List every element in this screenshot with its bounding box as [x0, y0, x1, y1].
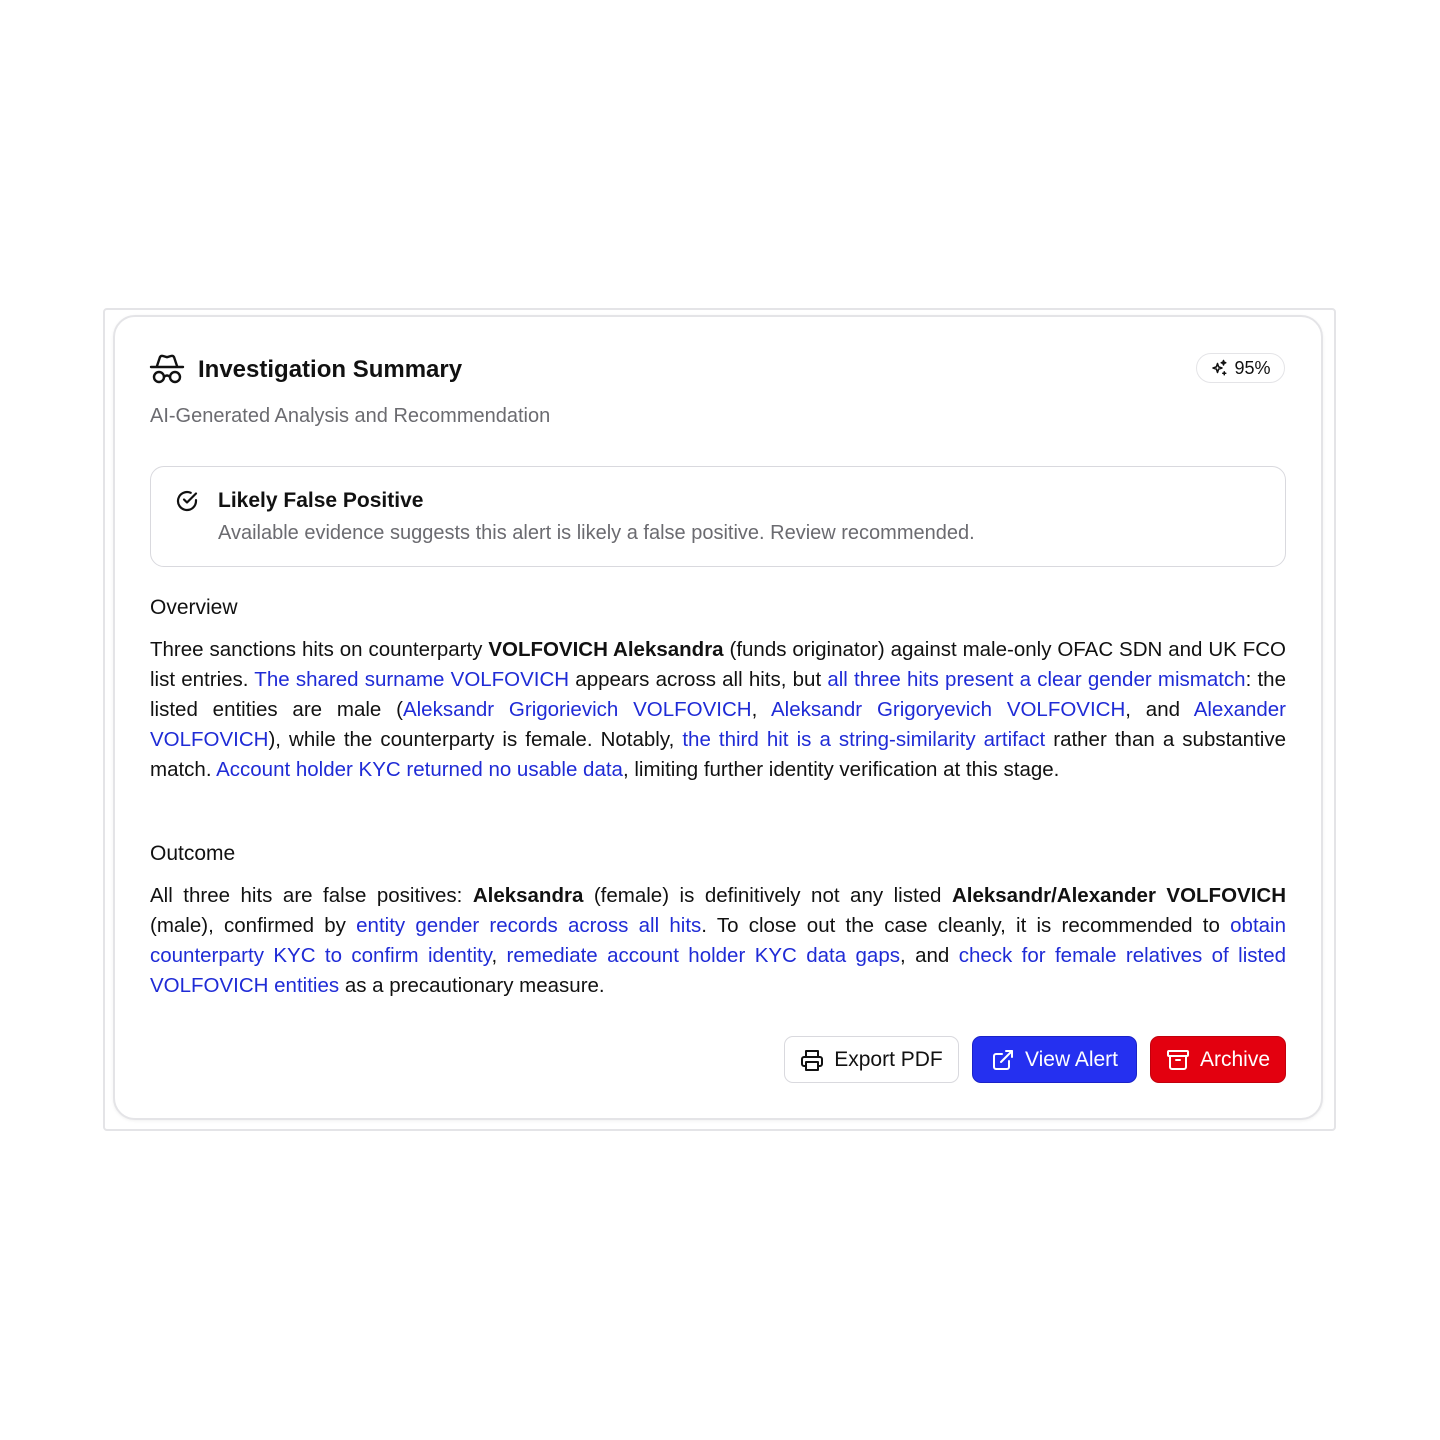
- inline-evidence-link[interactable]: the third hit is a string-similarity artifact: [682, 728, 1046, 751]
- paragraph-text: , and: [900, 944, 959, 967]
- export-pdf-button[interactable]: [784, 1036, 959, 1083]
- outcome-paragraph: [150, 881, 1286, 1001]
- export-pdf-label: Export PDF: [834, 1047, 943, 1071]
- paragraph-text: Three sanctions hits on counterparty: [150, 638, 489, 661]
- bold-entity-name: VOLFOVICH Aleksandra: [488, 638, 724, 661]
- view-alert-label: View Alert: [1025, 1047, 1118, 1071]
- paragraph-text: , limiting further identity verification at this stage.: [622, 758, 1060, 781]
- inline-evidence-link[interactable]: check for female relatives of listed VOLFOVICH entities: [150, 944, 1286, 997]
- bold-entity-name: Aleksandra: [472, 884, 584, 907]
- page-subtitle: AI-Generated Analysis and Recommendation: [150, 405, 551, 427]
- paragraph-text: ), while the counterparty is female. Notably,: [268, 728, 683, 751]
- check-circle-icon: [175, 489, 199, 513]
- inline-evidence-link[interactable]: obtain counterparty KYC to confirm identity: [150, 914, 1286, 967]
- page-title: Investigation Summary: [198, 356, 463, 383]
- printer-icon: [800, 1048, 824, 1072]
- inline-evidence-link[interactable]: Aleksandr Grigorievich VOLFOVICH: [402, 698, 752, 721]
- overview-paragraph: [150, 635, 1286, 785]
- inline-evidence-link[interactable]: entity gender records across all hits: [356, 914, 702, 937]
- paragraph-text: All three hits are false positives:: [150, 884, 473, 907]
- confidence-value: 95%: [1234, 357, 1271, 378]
- confidence-badge: [1196, 353, 1285, 383]
- paragraph-text: , and: [1125, 698, 1194, 721]
- verdict-box: [150, 466, 1286, 567]
- external-link-icon: [991, 1048, 1015, 1072]
- verdict-description: Available evidence suggests this alert is likely a false positive. Review recommended.: [218, 522, 975, 544]
- paragraph-text: . To close out the case cleanly, it is recommended to: [701, 914, 1231, 937]
- inline-evidence-link[interactable]: Aleksandr Grigoryevich VOLFOVICH: [770, 698, 1126, 721]
- view-alert-button[interactable]: [972, 1036, 1137, 1083]
- bold-entity-name: Aleksandr/Alexander VOLFOVICH: [951, 884, 1287, 907]
- sparkles-icon: [1210, 359, 1228, 377]
- inline-evidence-link[interactable]: Alexander VOLFOVICH: [150, 698, 1287, 751]
- archive-button[interactable]: [1150, 1036, 1286, 1083]
- paragraph-text: rather than a substantive match.: [150, 728, 1286, 781]
- paragraph-text: appears across all hits, but: [569, 668, 828, 691]
- paragraph-text: (funds originator) against male-only OFAC SDN and UK FCO list entries.: [150, 638, 1286, 691]
- paragraph-text: : the listed entities are male (: [150, 668, 1286, 721]
- paragraph-text: (male), confirmed by: [150, 914, 357, 937]
- overview-heading: Overview: [150, 596, 238, 619]
- archive-label: Archive: [1199, 1047, 1271, 1071]
- verdict-title: Likely False Positive: [218, 489, 424, 512]
- paragraph-text: ,: [491, 944, 507, 967]
- incognito-icon: [149, 354, 185, 386]
- paragraph-text: (female) is definitively not any listed: [583, 884, 952, 907]
- paragraph-text: as a precautionary measure.: [339, 974, 605, 997]
- inline-evidence-link[interactable]: Account holder KYC returned no usable data: [216, 758, 623, 781]
- archive-box-icon: [1166, 1048, 1190, 1072]
- inline-evidence-link[interactable]: remediate account holder KYC data gaps: [506, 944, 900, 967]
- paragraph-text: ,: [751, 698, 771, 721]
- inline-evidence-link[interactable]: all three hits present a clear gender mismatch: [827, 668, 1246, 691]
- outcome-heading: Outcome: [150, 842, 236, 865]
- inline-evidence-link[interactable]: The shared surname VOLFOVICH: [254, 668, 570, 691]
